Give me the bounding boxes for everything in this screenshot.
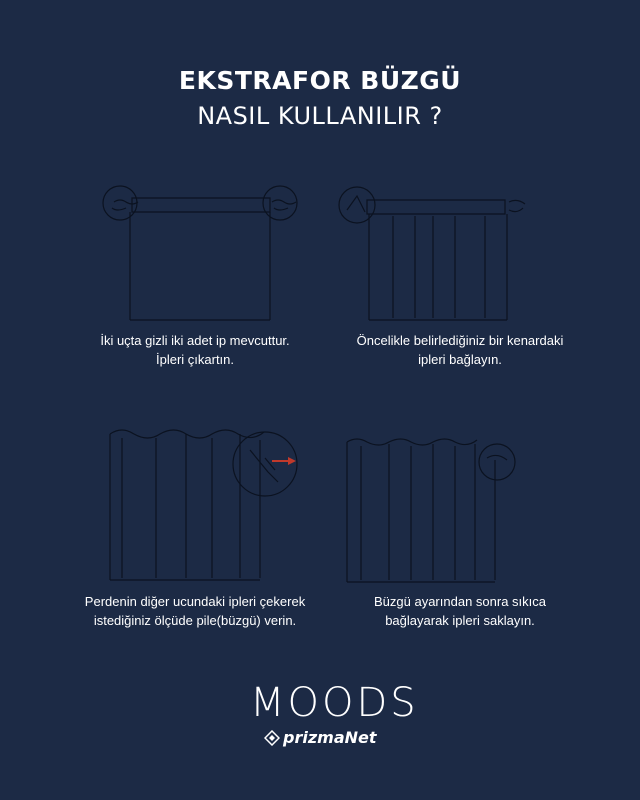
step-2-caption-line-2: ipleri bağlayın. <box>418 352 502 367</box>
brand-logo <box>250 680 419 760</box>
step-3-caption-line-1: Perdenin diğer ucundaki ipleri çekerek <box>84 594 306 609</box>
step-1-caption <box>45 331 345 369</box>
page-subtitle: NASIL KULLANILIR ? <box>197 102 443 130</box>
step-3-illustration <box>100 420 315 590</box>
prizmanet-logo <box>264 728 377 747</box>
step-4-caption-line-1: Büzgü ayarından sonra sıkıca <box>374 594 546 609</box>
page-title: EKSTRAFOR BÜZGÜ <box>178 66 462 95</box>
prizmanet-mark-icon <box>264 730 280 746</box>
step-2-caption <box>310 331 610 369</box>
pull-arrow-icon <box>272 457 296 465</box>
step-3-caption <box>45 592 345 630</box>
step-3-caption-line-2: istediğiniz ölçüde pile(büzgü) verin. <box>93 613 297 628</box>
step-1-caption-line-2: İpleri çıkartın. <box>155 352 235 367</box>
step-1-illustration <box>100 180 300 325</box>
step-4-illustration <box>335 420 535 590</box>
prizmanet-logo-text: prizmaNet <box>283 728 377 747</box>
step-2-illustration <box>335 180 535 325</box>
step-1-caption-line-1: İki uçta gizli iki adet ip mevcuttur. <box>100 333 290 348</box>
step-4-caption <box>310 592 610 630</box>
step-4-caption-line-2: bağlayarak ipleri saklayın. <box>385 613 535 628</box>
step-2-caption-line-1: Öncelikle belirlediğiniz bir kenardaki <box>356 333 564 348</box>
moods-logo-text: MOODS <box>250 680 419 726</box>
